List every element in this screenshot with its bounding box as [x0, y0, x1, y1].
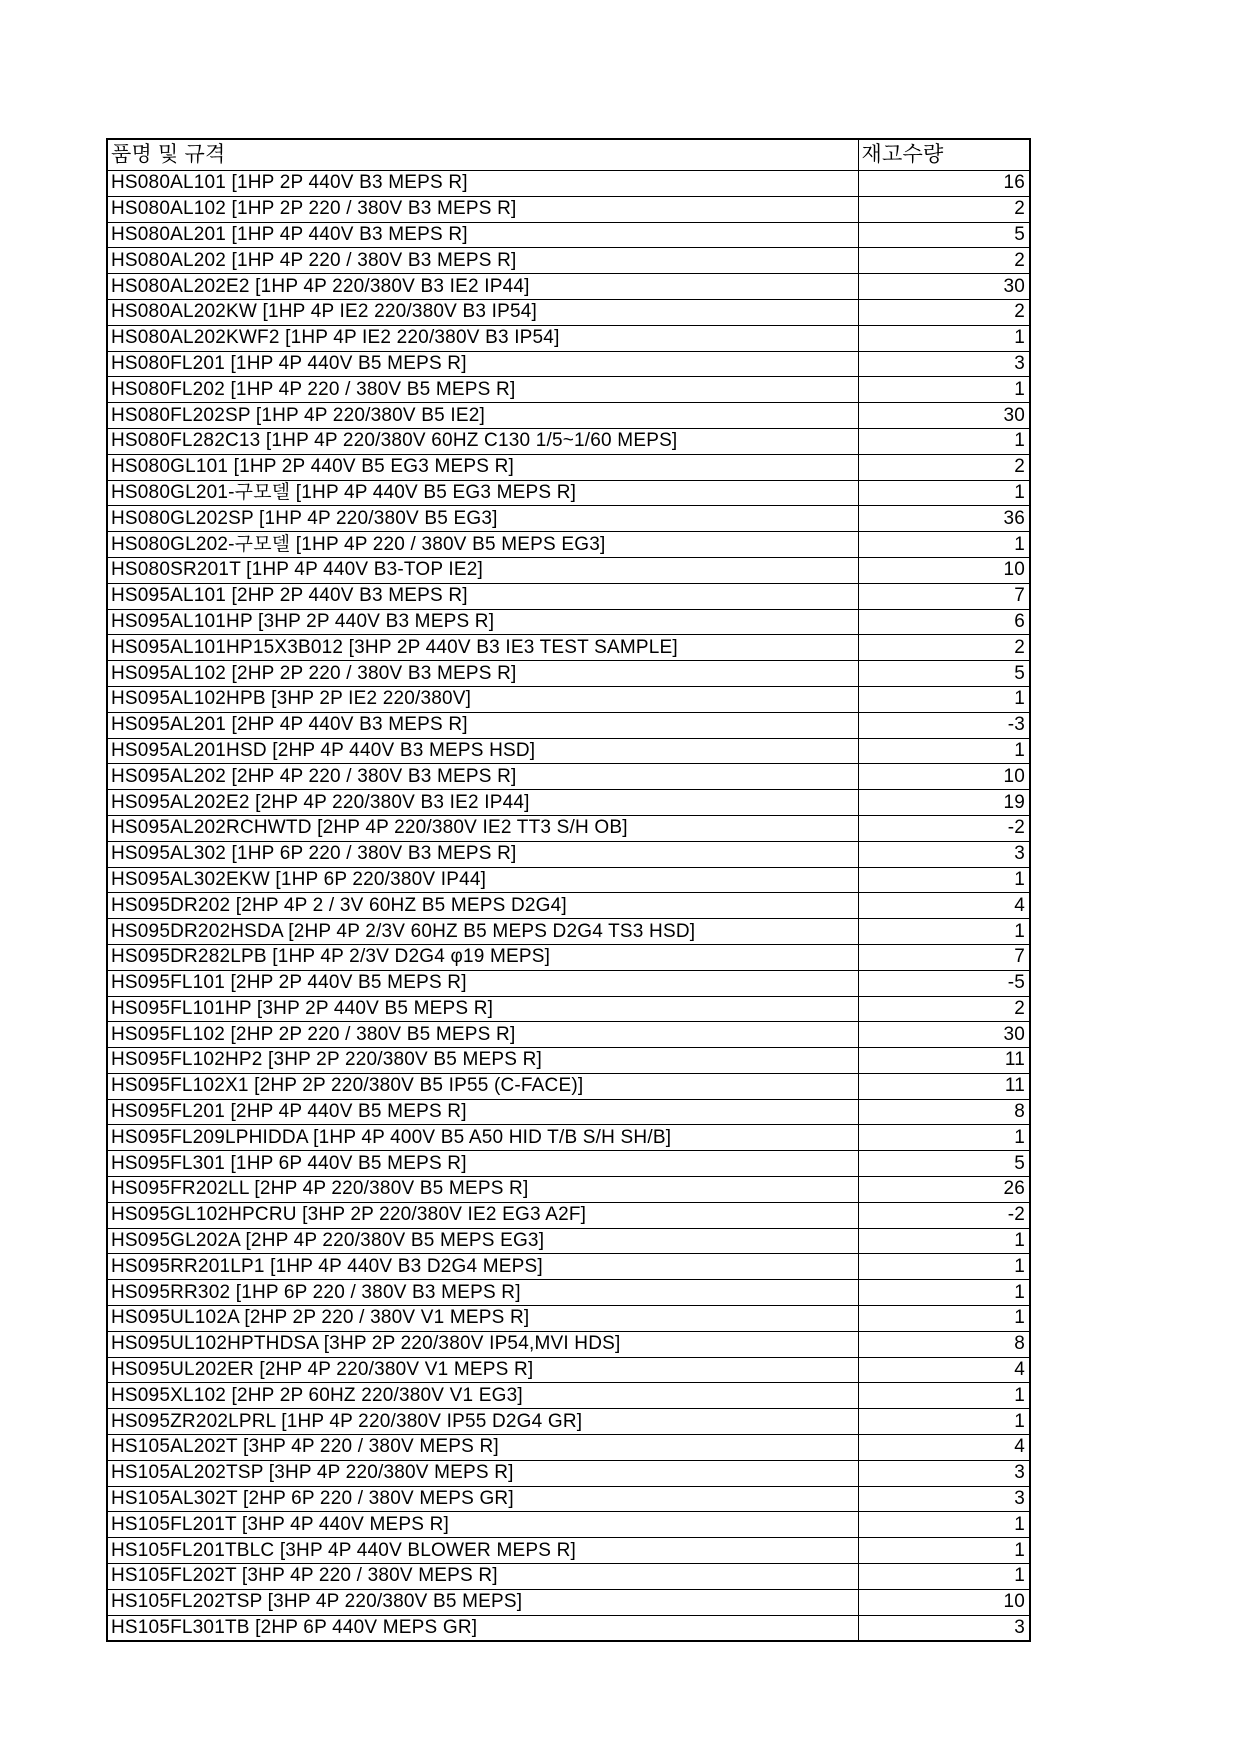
item-name-cell: HS080FL201 [1HP 4P 440V B5 MEPS R]	[107, 351, 858, 377]
stock-quantity-cell: 3	[858, 351, 1030, 377]
stock-quantity-cell: 5	[858, 1151, 1030, 1177]
table-row	[107, 790, 1030, 816]
table-row	[107, 919, 1030, 945]
item-name-cell: HS095AL201 [2HP 4P 440V B3 MEPS R]	[107, 712, 858, 738]
table-row	[107, 1202, 1030, 1228]
item-name-cell: HS080AL202 [1HP 4P 220 / 380V B3 MEPS R]	[107, 248, 858, 274]
table-row	[107, 1125, 1030, 1151]
item-name-cell: HS095FL102 [2HP 2P 220 / 380V B5 MEPS R]	[107, 1022, 858, 1048]
stock-quantity-cell: 3	[858, 841, 1030, 867]
stock-quantity-cell: 2	[858, 248, 1030, 274]
table-row	[107, 583, 1030, 609]
stock-quantity-cell: -5	[858, 970, 1030, 996]
item-name-cell: HS095UL102HPTHDSA [3HP 2P 220/380V IP54,MVI HDS]	[107, 1331, 858, 1357]
stock-quantity-cell: 6	[858, 609, 1030, 635]
stock-quantity-cell: 3	[858, 1486, 1030, 1512]
table-row	[107, 1099, 1030, 1125]
stock-quantity-cell: 4	[858, 1435, 1030, 1461]
item-name-cell: HS105FL201TBLC [3HP 4P 440V BLOWER MEPS R]	[107, 1538, 858, 1564]
stock-quantity-cell: 8	[858, 1099, 1030, 1125]
stock-quantity-cell: 4	[858, 1357, 1030, 1383]
stock-quantity-cell: -2	[858, 1202, 1030, 1228]
item-name-cell: HS095AL102HPB [3HP 2P IE2 220/380V]	[107, 686, 858, 712]
item-name-cell: HS095FR202LL [2HP 4P 220/380V B5 MEPS R]	[107, 1177, 858, 1203]
item-name-cell: HS095UL202ER [2HP 4P 220/380V V1 MEPS R]	[107, 1357, 858, 1383]
item-name-cell: HS105AL202T [3HP 4P 220 / 380V MEPS R]	[107, 1435, 858, 1461]
stock-quantity-cell: -3	[858, 712, 1030, 738]
table-row	[107, 1048, 1030, 1074]
item-name-cell: HS095DR202HSDA [2HP 4P 2/3V 60HZ B5 MEPS D2G4 TS3 HSD]	[107, 919, 858, 945]
table-row	[107, 1228, 1030, 1254]
item-name-cell: HS095DR282LPB [1HP 4P 2/3V D2G4 φ19 MEPS]	[107, 944, 858, 970]
item-name-cell: HS105FL202T [3HP 4P 220 / 380V MEPS R]	[107, 1564, 858, 1590]
table-row	[107, 996, 1030, 1022]
item-name-cell: HS095RR302 [1HP 6P 220 / 380V B3 MEPS R]	[107, 1280, 858, 1306]
table-row	[107, 1073, 1030, 1099]
item-name-cell: HS080GL101 [1HP 2P 440V B5 EG3 MEPS R]	[107, 454, 858, 480]
table-row	[107, 815, 1030, 841]
stock-quantity-cell: 5	[858, 661, 1030, 687]
table-row	[107, 1306, 1030, 1332]
stock-quantity-cell: 1	[858, 1125, 1030, 1151]
table-row	[107, 248, 1030, 274]
table-row	[107, 325, 1030, 351]
table-row	[107, 686, 1030, 712]
stock-quantity-cell: 1	[858, 1228, 1030, 1254]
table-row	[107, 1177, 1030, 1203]
header-row	[107, 139, 1030, 171]
table-row	[107, 893, 1030, 919]
table-row	[107, 867, 1030, 893]
stock-quantity-cell: 7	[858, 944, 1030, 970]
item-name-cell: HS080GL202SP [1HP 4P 220/380V B5 EG3]	[107, 506, 858, 532]
item-name-cell: HS105FL202TSP [3HP 4P 220/380V B5 MEPS]	[107, 1589, 858, 1615]
table-row	[107, 1512, 1030, 1538]
item-name-cell: HS095RR201LP1 [1HP 4P 440V B3 D2G4 MEPS]	[107, 1254, 858, 1280]
stock-quantity-cell: 8	[858, 1331, 1030, 1357]
item-name-cell: HS095AL302EKW [1HP 6P 220/380V IP44]	[107, 867, 858, 893]
stock-quantity-cell: 1	[858, 1564, 1030, 1590]
stock-quantity-cell: 1	[858, 1538, 1030, 1564]
stock-quantity-cell: 16	[858, 171, 1030, 197]
stock-quantity-cell: 1	[858, 532, 1030, 558]
item-name-cell: HS095FL201 [2HP 4P 440V B5 MEPS R]	[107, 1099, 858, 1125]
table-row	[107, 1409, 1030, 1435]
table-row	[107, 1435, 1030, 1461]
table-row	[107, 1486, 1030, 1512]
table-row	[107, 1460, 1030, 1486]
stock-quantity-cell: 2	[858, 196, 1030, 222]
item-name-cell: HS080AL201 [1HP 4P 440V B3 MEPS R]	[107, 222, 858, 248]
stock-quantity-cell: -2	[858, 815, 1030, 841]
item-name-cell: HS080FL202 [1HP 4P 220 / 380V B5 MEPS R]	[107, 377, 858, 403]
table-row	[107, 532, 1030, 558]
stock-quantity-cell: 7	[858, 583, 1030, 609]
item-name-cell: HS095AL101HP [3HP 2P 440V B3 MEPS R]	[107, 609, 858, 635]
table-row	[107, 506, 1030, 532]
item-name-cell: HS105FL301TB [2HP 6P 440V MEPS GR]	[107, 1615, 858, 1641]
table-body	[107, 171, 1030, 1642]
stock-quantity-cell: 1	[858, 919, 1030, 945]
table-row	[107, 428, 1030, 454]
stock-quantity-cell: 3	[858, 1460, 1030, 1486]
stock-quantity-cell: 1	[858, 867, 1030, 893]
item-name-cell: HS095FL209LPHIDDA [1HP 4P 400V B5 A50 HID T/B S/H SH/B]	[107, 1125, 858, 1151]
table-row	[107, 1254, 1030, 1280]
stock-quantity-cell: 10	[858, 764, 1030, 790]
table-row	[107, 351, 1030, 377]
table-row	[107, 1357, 1030, 1383]
inventory-table	[106, 138, 1031, 1642]
table-row	[107, 196, 1030, 222]
table-row	[107, 1151, 1030, 1177]
stock-quantity-cell: 26	[858, 1177, 1030, 1203]
item-name-cell: HS095DR202 [2HP 4P 2 / 3V 60HZ B5 MEPS D2G4]	[107, 893, 858, 919]
stock-quantity-cell: 2	[858, 454, 1030, 480]
table-row	[107, 480, 1030, 506]
stock-quantity-cell: 1	[858, 1383, 1030, 1409]
table-row	[107, 1022, 1030, 1048]
table-row	[107, 841, 1030, 867]
stock-quantity-cell: 1	[858, 1512, 1030, 1538]
table-row	[107, 970, 1030, 996]
item-name-cell: HS095AL201HSD [2HP 4P 440V B3 MEPS HSD]	[107, 738, 858, 764]
table-row	[107, 454, 1030, 480]
stock-quantity-cell: 30	[858, 1022, 1030, 1048]
table-row	[107, 944, 1030, 970]
stock-quantity-cell: 11	[858, 1073, 1030, 1099]
table-row	[107, 1280, 1030, 1306]
table-row	[107, 1331, 1030, 1357]
stock-quantity-cell: 19	[858, 790, 1030, 816]
table-header	[107, 139, 1030, 171]
item-name-cell: HS095AL202 [2HP 4P 220 / 380V B3 MEPS R]	[107, 764, 858, 790]
item-name-cell: HS080FL282C13 [1HP 4P 220/380V 60HZ C130 1/5~1/60 MEPS]	[107, 428, 858, 454]
table-row	[107, 738, 1030, 764]
item-name-cell: HS095AL101HP15X3B012 [3HP 2P 440V B3 IE3 TEST SAMPLE]	[107, 635, 858, 661]
table-row	[107, 1615, 1030, 1641]
column-header-stock-quantity: 재고수량	[858, 139, 1030, 171]
table-row	[107, 609, 1030, 635]
item-name-cell: HS095AL102 [2HP 2P 220 / 380V B3 MEPS R]	[107, 661, 858, 687]
item-name-cell: HS095XL102 [2HP 2P 60HZ 220/380V V1 EG3]	[107, 1383, 858, 1409]
item-name-cell: HS080GL201-구모델 [1HP 4P 440V B5 EG3 MEPS R]	[107, 480, 858, 506]
stock-quantity-cell: 1	[858, 1254, 1030, 1280]
table-row	[107, 557, 1030, 583]
item-name-cell: HS095AL101 [2HP 2P 440V B3 MEPS R]	[107, 583, 858, 609]
table-row	[107, 1538, 1030, 1564]
table-row	[107, 377, 1030, 403]
item-name-cell: HS095GL102HPCRU [3HP 2P 220/380V IE2 EG3 A2F]	[107, 1202, 858, 1228]
table-row	[107, 661, 1030, 687]
item-name-cell: HS080SR201T [1HP 4P 440V B3-TOP IE2]	[107, 557, 858, 583]
stock-quantity-cell: 2	[858, 299, 1030, 325]
table-row	[107, 1564, 1030, 1590]
stock-quantity-cell: 1	[858, 428, 1030, 454]
table-row	[107, 764, 1030, 790]
item-name-cell: HS105AL202TSP [3HP 4P 220/380V MEPS R]	[107, 1460, 858, 1486]
item-name-cell: HS095UL102A [2HP 2P 220 / 380V V1 MEPS R]	[107, 1306, 858, 1332]
item-name-cell: HS080AL202KW [1HP 4P IE2 220/380V B3 IP54]	[107, 299, 858, 325]
table-row	[107, 222, 1030, 248]
stock-quantity-cell: 1	[858, 377, 1030, 403]
table-row	[107, 403, 1030, 429]
stock-quantity-cell: 3	[858, 1615, 1030, 1641]
stock-quantity-cell: 30	[858, 274, 1030, 300]
stock-quantity-cell: 1	[858, 686, 1030, 712]
item-name-cell: HS095FL102X1 [2HP 2P 220/380V B5 IP55 (C-FACE)]	[107, 1073, 858, 1099]
table-row	[107, 1589, 1030, 1615]
stock-quantity-cell: 2	[858, 996, 1030, 1022]
item-name-cell: HS095FL301 [1HP 6P 440V B5 MEPS R]	[107, 1151, 858, 1177]
stock-quantity-cell: 30	[858, 403, 1030, 429]
item-name-cell: HS095AL202E2 [2HP 4P 220/380V B3 IE2 IP44]	[107, 790, 858, 816]
stock-quantity-cell: 5	[858, 222, 1030, 248]
item-name-cell: HS095FL101HP [3HP 2P 440V B5 MEPS R]	[107, 996, 858, 1022]
table-row	[107, 171, 1030, 197]
item-name-cell: HS080AL102 [1HP 2P 220 / 380V B3 MEPS R]	[107, 196, 858, 222]
item-name-cell: HS105AL302T [2HP 6P 220 / 380V MEPS GR]	[107, 1486, 858, 1512]
table-row	[107, 1383, 1030, 1409]
table-row	[107, 299, 1030, 325]
table-row	[107, 712, 1030, 738]
item-name-cell: HS095AL202RCHWTD [2HP 4P 220/380V IE2 TT3 S/H OB]	[107, 815, 858, 841]
stock-quantity-cell: 36	[858, 506, 1030, 532]
item-name-cell: HS080FL202SP [1HP 4P 220/380V B5 IE2]	[107, 403, 858, 429]
stock-quantity-cell: 1	[858, 1409, 1030, 1435]
item-name-cell: HS080AL202E2 [1HP 4P 220/380V B3 IE2 IP44]	[107, 274, 858, 300]
stock-quantity-cell: 1	[858, 1306, 1030, 1332]
item-name-cell: HS080GL202-구모델 [1HP 4P 220 / 380V B5 MEPS EG3]	[107, 532, 858, 558]
item-name-cell: HS095AL302 [1HP 6P 220 / 380V B3 MEPS R]	[107, 841, 858, 867]
stock-quantity-cell: 1	[858, 738, 1030, 764]
column-header-item-name: 품명 및 규격	[107, 139, 858, 171]
item-name-cell: HS095FL101 [2HP 2P 440V B5 MEPS R]	[107, 970, 858, 996]
item-name-cell: HS095GL202A [2HP 4P 220/380V B5 MEPS EG3]	[107, 1228, 858, 1254]
stock-quantity-cell: 10	[858, 1589, 1030, 1615]
item-name-cell: HS080AL101 [1HP 2P 440V B3 MEPS R]	[107, 171, 858, 197]
stock-quantity-cell: 11	[858, 1048, 1030, 1074]
inventory-sheet	[106, 138, 1029, 1642]
item-name-cell: HS080AL202KWF2 [1HP 4P IE2 220/380V B3 IP54]	[107, 325, 858, 351]
table-row	[107, 274, 1030, 300]
stock-quantity-cell: 1	[858, 1280, 1030, 1306]
stock-quantity-cell: 4	[858, 893, 1030, 919]
table-row	[107, 635, 1030, 661]
item-name-cell: HS105FL201T [3HP 4P 440V MEPS R]	[107, 1512, 858, 1538]
stock-quantity-cell: 1	[858, 325, 1030, 351]
stock-quantity-cell: 2	[858, 635, 1030, 661]
item-name-cell: HS095ZR202LPRL [1HP 4P 220/380V IP55 D2G4 GR]	[107, 1409, 858, 1435]
item-name-cell: HS095FL102HP2 [3HP 2P 220/380V B5 MEPS R]	[107, 1048, 858, 1074]
stock-quantity-cell: 1	[858, 480, 1030, 506]
stock-quantity-cell: 10	[858, 557, 1030, 583]
